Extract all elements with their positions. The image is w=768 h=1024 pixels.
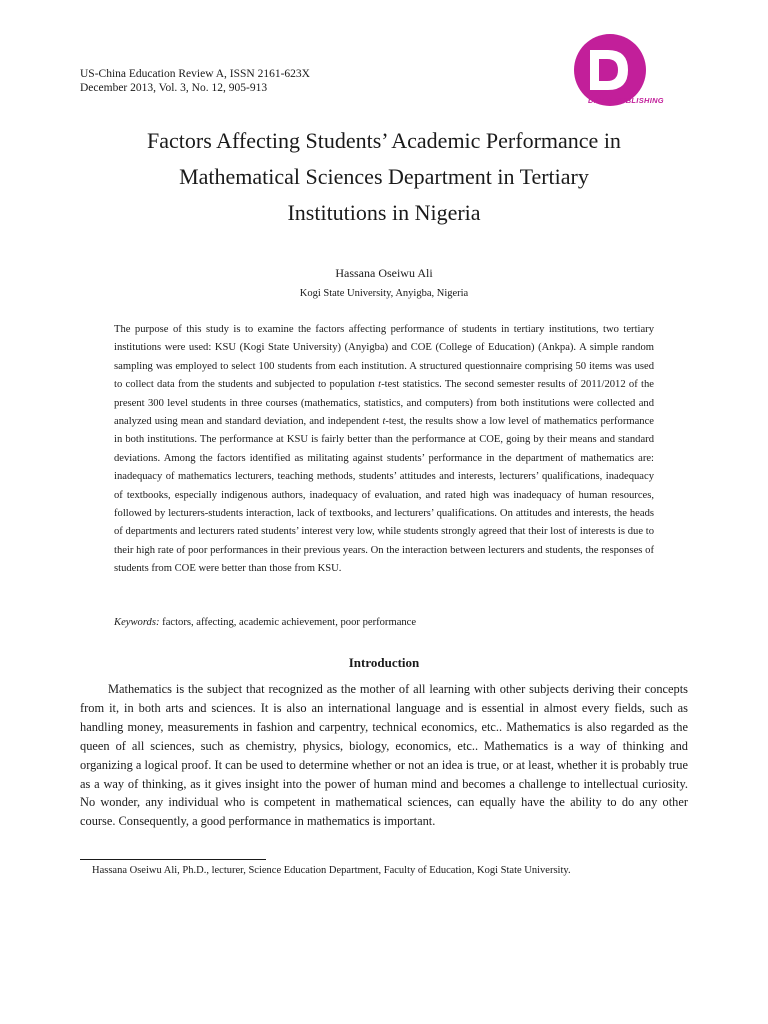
abstract-text-part-1: The purpose of this study is to examine the factors affecting performance of students in tertiary institutions, two tertiary institutions were used: KSU (Kogi State University) (Anyigba) and COE (College of Education) (Ankpa). A simple random sampling was employed to select 100 students from each institution. A structured questionnaire comprising 50 items was used to collect data from the students and subjected to population (114, 324, 654, 391)
title-line-1: Factors Affecting Students’ Academic Performance in (147, 128, 621, 153)
introduction-paragraph: Mathematics is the subject that recognized as the mother of all learning with other subjects deriving their concepts from it, in both arts and sciences. It is also an international language and is essential in almost every fields, such as handling money, measurements in fashion and carpentry, technical economics, etc.. Mathematics is also regarded as the queen of all sciences, such as chemistry, physics, biology, economics, etc.. Mathematics is a way of thinking and organizing a logical proof. It can be used to determine whether or not an idea is true, or at least, whether it is probably true as a way of thinking, as it gives insight into the power of human mind and becomes a challenge to intellectual curiosity. No wonder, any individual who is competent in mathematical sciences, can equally have the ability to do any other course. Consequently, a good performance in mathematics is important. (80, 682, 688, 829)
publisher-logo-icon (568, 34, 698, 110)
abstract-t-italic-2: t (382, 416, 386, 428)
title-line-2: Mathematical Sciences Department in Tertiary (179, 164, 589, 189)
keywords-text: factors, affecting, academic achievement, poor performance (162, 617, 417, 628)
abstract-paragraph (114, 321, 654, 579)
paper-title (80, 123, 688, 231)
journal-header (80, 67, 310, 95)
section-heading-introduction: Introduction (348, 655, 420, 670)
svg-text:DAVID PUBLISHING: DAVID PUBLISHING (588, 96, 664, 105)
abstract-text-part-3: -test, the results show a low level of mathematics performance in both institutions. The performance at KSU is fairly better than the performance at COE, going by their means and standard deviations. Among the factors identified as militating against students’ performance in the department of mathematics are: inadequacy of mathematics lecturers, teaching methods, students’ attitudes and interests, lecturers’ qualifications, inadequacy of textbooks, especially indigenous authors, inadequacy of evaluation, and rated high was inadequacy of human resources, followed by lecturers-students interaction, lack of textbooks, and lecturers’ qualifications. On attitudes and interests, the heads of departments and lecturers rated students’ interest very low, while students strongly agreed that their lost of interests is due to their high rate of poor performances in their previous years. On the interaction between lecturers and students, the responses of students from COE were better than those from KSU. (114, 416, 654, 575)
author-name: Hassana Oseiwu Ali (335, 266, 433, 280)
author-affiliation: Kogi State University, Anyigba, Nigeria (299, 288, 469, 299)
abstract-t-italic-1: t (378, 379, 382, 391)
keywords-label: Keywords: (114, 617, 160, 628)
journal-line: US-China Education Review A, ISSN 2161-623X (80, 68, 310, 80)
title-line-3: Institutions in Nigeria (287, 200, 481, 225)
publisher-logo (568, 34, 698, 110)
issue-line: December 2013, Vol. 3, No. 12, 905-913 (80, 82, 268, 94)
introduction-body (80, 680, 688, 831)
footnote: Hassana Oseiwu Ali, Ph.D., lecturer, Science Education Department, Faculty of Education, Kogi State University. (92, 865, 571, 876)
abstract (114, 321, 654, 579)
footnote-divider (80, 859, 266, 860)
abstract-text-part-2: -test statistics. The second semester results of 2011/2012 of the present 300 level students in three courses (mathematics, statistics, and computers) from both institutions were collected and analyzed using mean and standard deviation, and independent (114, 379, 654, 428)
keywords (114, 616, 654, 630)
